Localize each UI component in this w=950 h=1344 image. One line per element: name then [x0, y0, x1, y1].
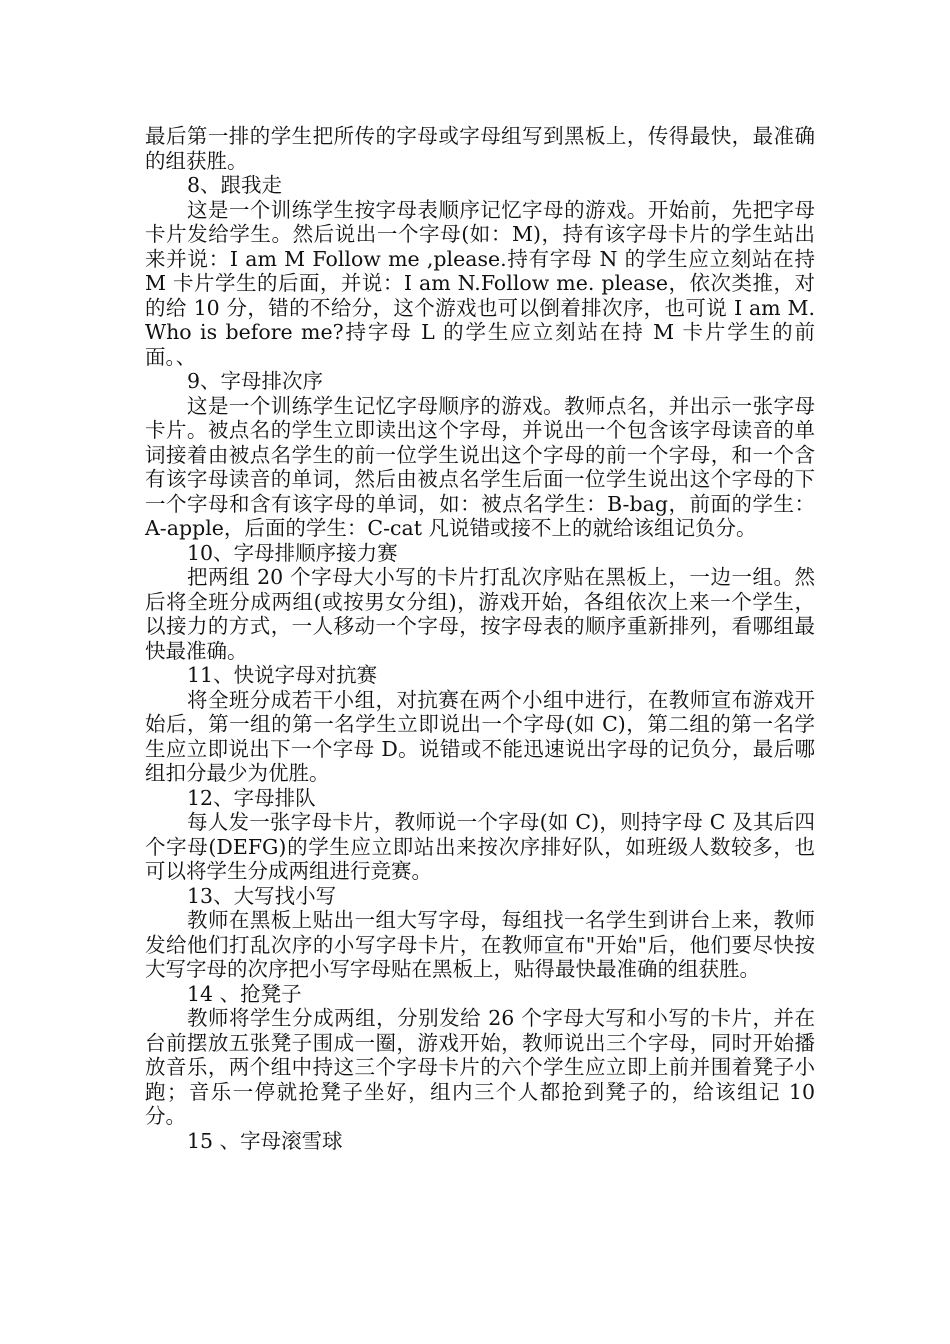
paragraph-game-10: 把两组 20 个字母大小写的卡片打乱次序贴在黑板上，一边一组。然后将全班分成两组(或按男女分组)，游戏开始，各组依次上来一个学生，以接力的方式，一人移动一个字母，按字母表的顺序重新排列，看哪组最快最准确。 [145, 565, 815, 663]
section-heading-10: 10、字母排顺序接力赛 [187, 540, 398, 565]
paragraph-game-12: 每人发一张字母卡片，教师说一个字母(如 C)，则持字母 C 及其后四个字母(DEFG)的学生应立即站出来按次序排好队，如班级人数较多，也可以将学生分成两组进行竞赛。 [145, 810, 815, 883]
paragraph-game-9: 这是一个训练学生记忆字母顺序的游戏。教师点名，并出示一张字母卡片。被点名的学生立即读出这个字母，并说出一个包含该字母读音的单词接着由被点名学生的前一位学生说出这个字母的前一个字母，和一个含有该字母读音的单词，然后由被点名学生后面一位学生说出这个字母的下一个字母和含有该字母的单词，如：被点名学生：B-bag，前面的学生：A-apple，后面的学生：C-cat 凡说错或接不上的就给该组记负分。 [145, 393, 815, 540]
document-body [145, 124, 815, 1153]
paragraph-game-11: 将全班分成若干小组，对抗赛在两个小组中进行，在教师宣布游戏开始后，第一组的第一名学生立即说出一个字母(如 C)，第二组的第一名学生应立即说出下一个字母 D。说错或不能迅速说出字母的记负分，最后哪组扣分最少为优胜。 [145, 687, 815, 785]
section-heading-12: 12、字母排队 [187, 785, 316, 810]
paragraph-game-14: 教师将学生分成两组，分别发给 26 个字母大写和小写的卡片，并在台前摆放五张凳子围成一圈，游戏开始，教师说出三个字母，同时开始播放音乐，两个组中持这三个字母卡片的六个学生应立即上前并围着凳子小跑；音乐一停就抢凳子坐好，组内三个人都抢到凳子的，给该组记 10 分。 [145, 1006, 815, 1128]
section-heading-13: 13、大写找小写 [187, 883, 337, 908]
section-heading-11: 11、快说字母对抗赛 [187, 663, 378, 687]
section-heading-15: 15 、字母滚雪球 [187, 1128, 343, 1153]
paragraph-game-8: 这是一个训练学生按字母表顺序记忆字母的游戏。开始前，先把字母卡片发给学生。然后说出一个字母(如：M)，持有该字母卡片的学生站出来并说：I am M Follow me ,please.持有字母 N 的学生应立刻站在持 M 卡片学生的后面，并说：I am N.Follow me. please，依次类推，对的给 10 分，错的不给分，这个游戏也可以倒着排次序，也可说 I am M.Who is before me?持字母 L 的学生应立刻站在持 M 卡片学生的前面。、 [145, 197, 815, 369]
section-heading-8: 8、跟我走 [187, 173, 283, 197]
section-heading-9: 9、字母排次序 [187, 369, 324, 393]
paragraph-game-13: 教师在黑板上贴出一组大写字母，每组找一名学生到讲台上来，教师发给他们打乱次序的小写字母卡片，在教师宣布"开始"后，他们要尽快按大写字母的次序把小写字母贴在黑板上，贴得最快最准确的组获胜。 [145, 908, 815, 981]
section-heading-14: 14 、抢凳子 [187, 981, 302, 1006]
paragraph-continuation: 最后第一排的学生把所传的字母或字母组写到黑板上，传得最快，最准确的组获胜。 [145, 124, 815, 173]
